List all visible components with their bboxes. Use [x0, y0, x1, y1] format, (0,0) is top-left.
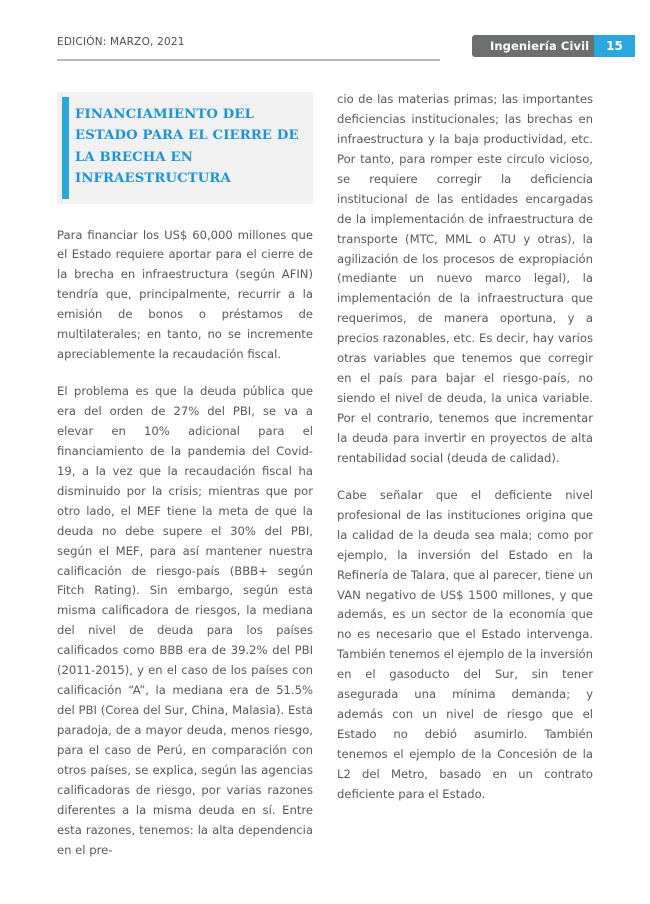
paragraph: El problema es que la deuda pública que era del orden de 27% del PBI, se va a elevar en 10% adicional para el financiamiento de la pandemia del Covid-19, a la vez que la recaudación fiscal ha disminuido por la crisis; mientras que por otro lado, el MEF tiene la meta de que la deuda no debe supere el 30% del PBI, según el MEF, para así mantener nuestra calificación de riesgo-país (BBB+ según Fitch Rating). Sin embargo, según esta misma calificadora de riesgos, la mediana del nivel de deuda para los países calificados como BBB era de 39.2% del PBI (2011-2015), y en el caso de los países con calificación “A”, la mediana era de 51.5% del PBI (Corea del Sur, China, Malasia). Esta paradoja, de a mayor deuda, menos riesgo, para el caso de Perú, en comparación con otros países, se explica, según las agencias calificadoras de riesgo, por varias razones diferentes a la misma deuda en sí. Entre esta razones, tenemos: la alta dependencia en el pre- — [57, 384, 313, 857]
article-headline-block — [57, 92, 313, 204]
article-headline: FINANCIAMIENTO DEL ESTADO PARA EL CIERRE DE LA BRECHA EN INFRAESTRUCTURA — [75, 107, 299, 187]
paragraph: Cabe señalar que el deficiente nivel profesional de las instituciones origina que la calidad de la deuda sea mala; como por ejemplo, la inversión del Estado en la Refinería de Talara, que al parecer, tiene un VAN negativo de US$ 1500 millones, y que además, es un sector de la economía que no es necesario que el Estado intervenga. También tenemos el ejemplo de la inversión en el gasoducto del Sur, sin tener asegurada una mínima demanda; y además con un nivel de riesgo que el Estado no debió asumirlo. También tenemos el ejemplo de la Concesión de la L2 del Metro, basado en un contrato deficiente para el Estado. — [337, 487, 593, 801]
section-tab: Ingeniería Civil — [472, 35, 603, 57]
column-right — [337, 90, 593, 805]
edition-label: EDICIÓN: MARZO, 2021 — [57, 36, 185, 48]
header-rule — [57, 59, 440, 61]
paragraph: cio de las materias primas; las importantes deficiencias institucionales; las brechas en infraestructura y la baja productividad, etc. Por tanto, para romper este circulo vicioso, se requiere corregir la deficiencia institucional de las entidades encargadas de la implementación de infraestructura de transporte (MTC, MML o ATU y otras), la agilización de los procesos de expropiación (mediante un nuevo marco legal), la implementación de la infraestructura que requerimos, de manera oportuna, y a precios razonables, etc. Es decir, hay varios otras variables que tenemos que corregir en el país para bajar el riesgo-país, no siendo el nivel de deuda, la unica variable. Por el contrario, tenemos que incrementar la deuda para invertir en proyectos de alta rentabilidad social (deuda de calidad). — [337, 92, 593, 465]
paragraph: Para financiar los US$ 60,000 millones que el Estado requiere aportar para el cierre de la brecha en infraestructura (según AFIN) tendría que, principalmente, recurrir a la emisión de bonos o préstamos de multilaterales; en tanto, no se incremente apreciablemente la recaudación fiscal. — [57, 227, 313, 362]
column-left — [57, 92, 313, 861]
headline-accent-bar — [62, 97, 69, 199]
page-number-badge: 15 — [594, 35, 635, 57]
